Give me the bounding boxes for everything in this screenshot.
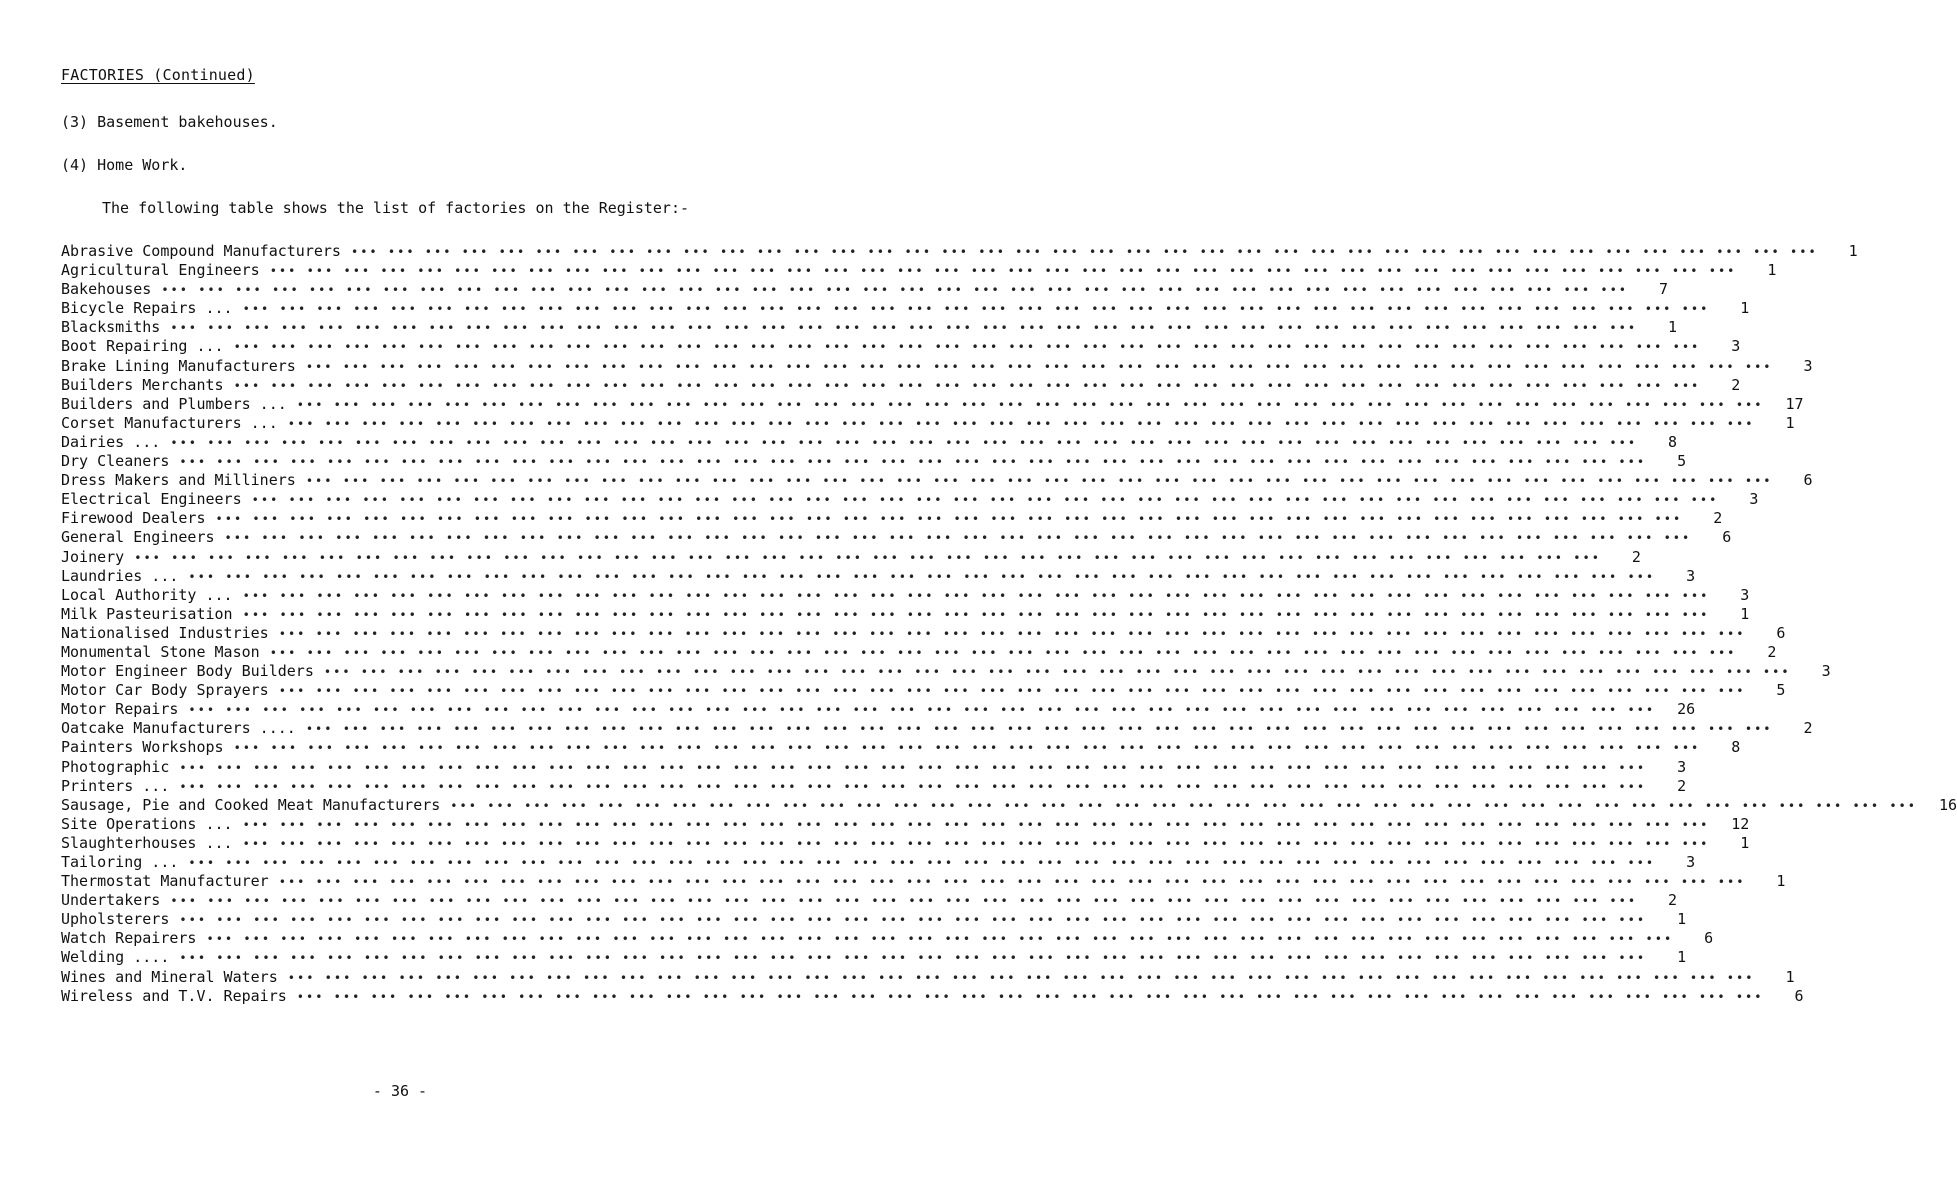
dot-leader: ••• ••• ••• ••• ••• ••• ••• ••• ••• ••• ••• ••• ••• ••• ••• ••• ••• ••• ••• ••• ••• ••• ••• ••• ••• ••• ••• ••• ••• ••• ••• ••• ••• ••• ••• ••• ••• ••• ••• ••• — [242, 607, 1710, 622]
dot-leader: ••• ••• ••• ••• ••• ••• ••• ••• ••• ••• ••• ••• ••• ••• ••• ••• ••• ••• ••• ••• ••• ••• ••• ••• ••• ••• ••• ••• ••• ••• ••• ••• ••• ••• ••• ••• ••• ••• ••• ••• — [179, 951, 1647, 966]
dot-leader: ••• ••• ••• ••• ••• ••• ••• ••• ••• ••• ••• ••• ••• ••• ••• ••• ••• ••• ••• ••• ••• ••• ••• ••• ••• ••• ••• ••• ••• ••• ••• ••• ••• ••• ••• ••• ••• ••• ••• ••• — [350, 245, 1818, 259]
dot-leader: ••• ••• ••• ••• ••• ••• ••• ••• ••• ••• ••• ••• ••• ••• ••• ••• ••• ••• ••• ••• ••• ••• ••• ••• ••• ••• ••• ••• ••• ••• ••• ••• ••• ••• ••• ••• ••• ••• ••• ••• — [450, 798, 1918, 813]
table-row — [61, 394, 1804, 414]
dot-leader: ••• ••• ••• ••• ••• ••• ••• ••• ••• ••• ••• ••• ••• ••• ••• ••• ••• ••• ••• ••• ••• ••• ••• ••• ••• ••• ••• ••• ••• ••• ••• ••• ••• ••• ••• ••• ••• ••• ••• ••• — [188, 703, 1656, 718]
factory-count: 1 — [1848, 242, 1858, 260]
factory-count: 3 — [1740, 585, 1750, 604]
factory-name: Motor Repairs — [61, 700, 179, 719]
table-row — [61, 547, 1641, 567]
section-heading: FACTORIES (Continued) — [61, 66, 255, 84]
factory-name: Monumental Stone Mason — [61, 642, 260, 661]
dot-leader: ••• ••• ••• ••• ••• ••• ••• ••• ••• ••• ••• ••• ••• ••• ••• ••• ••• ••• ••• ••• ••• ••• ••• ••• ••• ••• ••• ••• ••• ••• ••• ••• ••• ••• ••• ••• ••• ••• ••• ••• — [170, 435, 1638, 450]
dot-leader: ••• ••• ••• ••• ••• ••• ••• ••• ••• ••• ••• ••• ••• ••• ••• ••• ••• ••• ••• ••• ••• ••• ••• ••• ••• ••• ••• ••• ••• ••• ••• ••• ••• ••• ••• ••• ••• ••• ••• ••• — [206, 932, 1674, 947]
factory-count: 7 — [1659, 280, 1669, 299]
factory-count: 1 — [1677, 948, 1687, 967]
factory-name: Laundries ... — [61, 566, 179, 585]
dot-leader: ••• ••• ••• ••• ••• ••• ••• ••• ••• ••• ••• ••• ••• ••• ••• ••• ••• ••• ••• ••• ••• ••• ••• ••• ••• ••• ••• ••• ••• ••• ••• ••• ••• ••• ••• ••• ••• ••• ••• ••• — [323, 665, 1791, 680]
factory-count: 2 — [1731, 375, 1741, 394]
factory-name: Firewood Dealers — [61, 509, 206, 528]
table-row — [61, 432, 1678, 452]
table-row — [61, 413, 1795, 433]
factory-count: 1 — [1785, 413, 1795, 432]
dot-leader: ••• ••• ••• ••• ••• ••• ••• ••• ••• ••• ••• ••• ••• ••• ••• ••• ••• ••• ••• ••• ••• ••• ••• ••• ••• ••• ••• ••• ••• ••• ••• ••• ••• ••• ••• ••• ••• ••• ••• ••• — [251, 493, 1719, 508]
factory-count: 8 — [1668, 432, 1678, 451]
dot-leader: ••• ••• ••• ••• ••• ••• ••• ••• ••• ••• ••• ••• ••• ••• ••• ••• ••• ••• ••• ••• ••• ••• ••• ••• ••• ••• ••• ••• ••• ••• ••• ••• ••• ••• ••• ••• ••• ••• ••• ••• — [269, 264, 1737, 279]
table-row — [61, 967, 1795, 987]
factory-name: Sausage, Pie and Cooked Meat Manufacturers — [61, 795, 441, 814]
table-row — [61, 681, 1786, 700]
factory-name: Local Authority ... — [61, 585, 233, 604]
factory-name: Wines and Mineral Waters — [61, 967, 278, 986]
dot-leader: ••• ••• ••• ••• ••• ••• ••• ••• ••• ••• ••• ••• ••• ••• ••• ••• ••• ••• ••• ••• ••• ••• ••• ••• ••• ••• ••• ••• ••• ••• ••• ••• ••• ••• ••• ••• ••• ••• ••• ••• — [278, 875, 1746, 890]
table-row — [61, 509, 1723, 528]
factory-name: Tailoring ... — [61, 853, 179, 871]
dot-leader: ••• ••• ••• ••• ••• ••• ••• ••• ••• ••• ••• ••• ••• ••• ••• ••• ••• ••• ••• ••• ••• ••• ••• ••• ••• ••• ••• ••• ••• ••• ••• ••• ••• ••• ••• ••• ••• ••• ••• ••• — [242, 588, 1710, 603]
dot-leader: ••• ••• ••• ••• ••• ••• ••• ••• ••• ••• ••• ••• ••• ••• ••• ••• ••• ••• ••• ••• ••• ••• ••• ••• ••• ••• ••• ••• ••• ••• ••• ••• ••• ••• ••• ••• ••• ••• ••• ••• — [242, 817, 1710, 832]
table-row — [61, 719, 1813, 738]
factory-name: Welding .... — [61, 948, 170, 967]
factory-count: 2 — [1803, 719, 1813, 738]
dot-leader: ••• ••• ••• ••• ••• ••• ••• ••• ••• ••• ••• ••• ••• ••• ••• ••• ••• ••• ••• ••• ••• ••• ••• ••• ••• ••• ••• ••• ••• ••• ••• ••• ••• ••• ••• ••• ••• ••• ••• ••• — [170, 321, 1638, 336]
table-row — [61, 604, 1750, 624]
factory-count: 17 — [1785, 394, 1804, 413]
factory-count: 2 — [1713, 509, 1723, 528]
table-row — [61, 490, 1759, 509]
dot-leader: ••• ••• ••• ••• ••• ••• ••• ••• ••• ••• ••• ••• ••• ••• ••• ••• ••• ••• ••• ••• ••• ••• ••• ••• ••• ••• ••• ••• ••• ••• ••• ••• ••• ••• ••• ••• ••• ••• ••• ••• — [305, 474, 1773, 489]
table-row — [61, 757, 1687, 777]
factory-name: Printers ... — [61, 776, 170, 795]
factory-count: 3 — [1686, 853, 1696, 871]
factory-name: Site Operations ... — [61, 814, 233, 833]
factory-name: Motor Car Body Sprayers — [61, 681, 269, 700]
dot-leader: ••• ••• ••• ••• ••• ••• ••• ••• ••• ••• ••• ••• ••• ••• ••• ••• ••• ••• ••• ••• ••• ••• ••• ••• ••• ••• ••• ••• ••• ••• ••• ••• ••• ••• ••• ••• ••• ••• ••• ••• — [296, 989, 1764, 1004]
table-row — [61, 776, 1687, 796]
table-row — [61, 986, 1804, 1006]
factory-count: 3 — [1749, 490, 1759, 509]
table-row — [61, 642, 1777, 662]
factory-count: 6 — [1803, 471, 1813, 490]
table-row — [61, 623, 1786, 643]
factory-name: Milk Pasteurisation — [61, 604, 233, 623]
factory-count: 3 — [1731, 337, 1741, 356]
dot-leader: ••• ••• ••• ••• ••• ••• ••• ••• ••• ••• ••• ••• ••• ••• ••• ••• ••• ••• ••• ••• ••• ••• ••• ••• ••• ••• ••• ••• ••• ••• ••• ••• ••• ••• ••• ••• ••• ••• ••• ••• — [287, 970, 1755, 985]
factory-name: Agricultural Engineers — [61, 261, 260, 280]
factory-name: General Engineers — [61, 528, 215, 547]
factory-name: Dairies ... — [61, 432, 161, 451]
dot-leader: ••• ••• ••• ••• ••• ••• ••• ••• ••• ••• ••• ••• ••• ••• ••• ••• ••• ••• ••• ••• ••• ••• ••• ••• ••• ••• ••• ••• ••• ••• ••• ••• ••• ••• ••• ••• ••• ••• ••• ••• — [278, 626, 1746, 641]
factory-name: Electrical Engineers — [61, 490, 242, 509]
dot-leader: ••• ••• ••• ••• ••• ••• ••• ••• ••• ••• ••• ••• ••• ••• ••• ••• ••• ••• ••• ••• ••• ••• ••• ••• ••• ••• ••• ••• ••• ••• ••• ••• ••• ••• ••• ••• ••• ••• ••• ••• — [287, 416, 1755, 431]
table-row — [61, 299, 1750, 318]
item-basement-bakehouses: (3) Basement bakehouses. — [61, 113, 278, 131]
factory-name: Undertakers — [61, 891, 161, 910]
dot-leader: ••• ••• ••• ••• ••• ••• ••• ••• ••• ••• ••• ••• ••• ••• ••• ••• ••• ••• ••• ••• ••• ••• ••• ••• ••• ••• ••• ••• ••• ••• ••• ••• ••• ••• ••• ••• ••• ••• ••• ••• — [305, 722, 1773, 737]
factory-count: 1 — [1668, 318, 1678, 337]
factory-name: Motor Engineer Body Builders — [61, 662, 314, 681]
factory-name: Photographic — [61, 757, 170, 776]
factory-name: Painters Workshops — [61, 738, 224, 757]
table-row — [61, 833, 1750, 853]
factory-count: 3 — [1686, 566, 1696, 585]
dot-leader: ••• ••• ••• ••• ••• ••• ••• ••• ••• ••• ••• ••• ••• ••• ••• ••• ••• ••• ••• ••• ••• ••• ••• ••• ••• ••• ••• ••• ••• ••• ••• ••• ••• ••• ••• ••• ••• ••• ••• ••• — [278, 684, 1746, 699]
table-row — [61, 452, 1687, 471]
table-row — [61, 738, 1741, 757]
dot-leader: ••• ••• ••• ••• ••• ••• ••• ••• ••• ••• ••• ••• ••• ••• ••• ••• ••• ••• ••• ••• ••• ••• ••• ••• ••• ••• ••• ••• ••• ••• ••• ••• ••• ••• ••• ••• ••• ••• ••• ••• — [233, 741, 1701, 756]
factory-name: Thermostat Manufacturer — [61, 872, 269, 891]
factory-name: Builders and Plumbers ... — [61, 394, 287, 413]
table-row — [61, 910, 1687, 929]
table-row — [61, 242, 1858, 261]
dot-leader: ••• ••• ••• ••• ••• ••• ••• ••• ••• ••• ••• ••• ••• ••• ••• ••• ••• ••• ••• ••• ••• ••• ••• ••• ••• ••• ••• ••• ••• ••• ••• ••• ••• ••• ••• ••• ••• ••• ••• ••• — [242, 302, 1710, 317]
factory-count: 6 — [1722, 528, 1732, 547]
table-row — [61, 948, 1687, 967]
table-row — [61, 814, 1750, 834]
factory-count: 2 — [1677, 776, 1687, 795]
table-row — [61, 662, 1831, 681]
factory-name: Bicycle Repairs ... — [61, 299, 233, 318]
table-row — [61, 795, 1957, 815]
factory-name: Dress Makers and Milliners — [61, 471, 296, 490]
factory-count: 2 — [1767, 642, 1777, 661]
table-row — [61, 375, 1741, 395]
table-row — [61, 337, 1741, 356]
factory-count: 12 — [1731, 814, 1750, 833]
factory-count: 3 — [1821, 662, 1831, 681]
factory-name: Abrasive Compound Manufacturers — [61, 242, 341, 260]
factory-count: 6 — [1794, 986, 1804, 1005]
factory-name: Blacksmiths — [61, 318, 161, 337]
table-row — [61, 280, 1669, 299]
table-row — [61, 891, 1678, 910]
page-number: - 36 - — [372, 1082, 428, 1100]
table-row — [61, 872, 1786, 891]
factory-name: Dry Cleaners — [61, 452, 170, 471]
factory-name: Watch Repairers — [61, 929, 197, 948]
table-row — [61, 318, 1678, 337]
factory-count: 1 — [1740, 604, 1750, 623]
dot-leader: ••• ••• ••• ••• ••• ••• ••• ••• ••• ••• ••• ••• ••• ••• ••• ••• ••• ••• ••• ••• ••• ••• ••• ••• ••• ••• ••• ••• ••• ••• ••• ••• ••• ••• ••• ••• ••• ••• ••• ••• — [179, 779, 1647, 794]
dot-leader: ••• ••• ••• ••• ••• ••• ••• ••• ••• ••• ••• ••• ••• ••• ••• ••• ••• ••• ••• ••• ••• ••• ••• ••• ••• ••• ••• ••• ••• ••• ••• ••• ••• ••• ••• ••• ••• ••• ••• ••• — [224, 531, 1692, 546]
dot-leader: ••• ••• ••• ••• ••• ••• ••• ••• ••• ••• ••• ••• ••• ••• ••• ••• ••• ••• ••• ••• ••• ••• ••• ••• ••• ••• ••• ••• ••• ••• ••• ••• ••• ••• ••• ••• ••• ••• ••• ••• — [161, 283, 1629, 298]
factory-name: Slaughterhouses ... — [61, 833, 233, 852]
dot-leader: ••• ••• ••• ••• ••• ••• ••• ••• ••• ••• ••• ••• ••• ••• ••• ••• ••• ••• ••• ••• ••• ••• ••• ••• ••• ••• ••• ••• ••• ••• ••• ••• ••• ••• ••• ••• ••• ••• ••• ••• — [233, 340, 1701, 355]
factory-name: Brake Lining Manufacturers — [61, 356, 296, 375]
factory-count: 26 — [1677, 700, 1696, 719]
factory-count: 2 — [1668, 891, 1678, 910]
table-row — [61, 853, 1696, 872]
table-row — [61, 528, 1732, 547]
factory-count: 5 — [1677, 452, 1687, 471]
factory-name: Builders Merchants — [61, 375, 224, 394]
factory-name: Wireless and T.V. Repairs — [61, 986, 287, 1005]
factory-name: Boot Repairing ... — [61, 337, 224, 356]
factory-count: 6 — [1776, 623, 1786, 642]
dot-leader: ••• ••• ••• ••• ••• ••• ••• ••• ••• ••• ••• ••• ••• ••• ••• ••• ••• ••• ••• ••• ••• ••• ••• ••• ••• ••• ••• ••• ••• ••• ••• ••• ••• ••• ••• ••• ••• ••• ••• ••• — [305, 359, 1773, 374]
table-intro: The following table shows the list of factories on the Register:- — [102, 199, 689, 217]
dot-leader: ••• ••• ••• ••• ••• ••• ••• ••• ••• ••• ••• ••• ••• ••• ••• ••• ••• ••• ••• ••• ••• ••• ••• ••• ••• ••• ••• ••• ••• ••• ••• ••• ••• ••• ••• ••• ••• ••• ••• ••• — [242, 836, 1710, 851]
factory-count: 1 — [1740, 833, 1750, 852]
factory-count: 1 — [1677, 910, 1687, 929]
factory-count: 2 — [1631, 547, 1641, 566]
table-row — [61, 585, 1750, 605]
dot-leader: ••• ••• ••• ••• ••• ••• ••• ••• ••• ••• ••• ••• ••• ••• ••• ••• ••• ••• ••• ••• ••• ••• ••• ••• ••• ••• ••• ••• ••• ••• ••• ••• ••• ••• ••• ••• ••• ••• ••• ••• — [179, 760, 1647, 775]
table-row — [61, 356, 1813, 376]
dot-leader: ••• ••• ••• ••• ••• ••• ••• ••• ••• ••• ••• ••• ••• ••• ••• ••• ••• ••• ••• ••• ••• ••• ••• ••• ••• ••• ••• ••• ••• ••• ••• ••• ••• ••• ••• ••• ••• ••• ••• ••• — [269, 645, 1737, 660]
dot-leader: ••• ••• ••• ••• ••• ••• ••• ••• ••• ••• ••• ••• ••• ••• ••• ••• ••• ••• ••• ••• ••• ••• ••• ••• ••• ••• ••• ••• ••• ••• ••• ••• ••• ••• ••• ••• ••• ••• ••• ••• — [134, 550, 1601, 565]
dot-leader: ••• ••• ••• ••• ••• ••• ••• ••• ••• ••• ••• ••• ••• ••• ••• ••• ••• ••• ••• ••• ••• ••• ••• ••• ••• ••• ••• ••• ••• ••• ••• ••• ••• ••• ••• ••• ••• ••• ••• ••• — [296, 397, 1764, 412]
dot-leader: ••• ••• ••• ••• ••• ••• ••• ••• ••• ••• ••• ••• ••• ••• ••• ••• ••• ••• ••• ••• ••• ••• ••• ••• ••• ••• ••• ••• ••• ••• ••• ••• ••• ••• ••• ••• ••• ••• ••• ••• — [215, 512, 1683, 527]
factory-name: Corset Manufacturers ... — [61, 413, 278, 432]
factory-count: 1 — [1785, 967, 1795, 986]
table-row — [61, 566, 1696, 586]
dot-leader: ••• ••• ••• ••• ••• ••• ••• ••• ••• ••• ••• ••• ••• ••• ••• ••• ••• ••• ••• ••• ••• ••• ••• ••• ••• ••• ••• ••• ••• ••• ••• ••• ••• ••• ••• ••• ••• ••• ••• ••• — [179, 455, 1647, 470]
factory-name: Upholsterers — [61, 910, 170, 929]
factory-name: Bakehouses — [61, 280, 152, 299]
factory-name: Nationalised Industries — [61, 623, 269, 642]
table-row — [61, 471, 1813, 490]
factory-count: 3 — [1677, 757, 1687, 776]
factory-count: 3 — [1803, 356, 1813, 375]
factory-count: 1 — [1740, 299, 1750, 318]
factory-name: Joinery — [61, 547, 125, 566]
item-home-work: (4) Home Work. — [61, 156, 188, 174]
table-row — [61, 929, 1714, 948]
factory-name: Oatcake Manufacturers .... — [61, 719, 296, 738]
dot-leader: ••• ••• ••• ••• ••• ••• ••• ••• ••• ••• ••• ••• ••• ••• ••• ••• ••• ••• ••• ••• ••• ••• ••• ••• ••• ••• ••• ••• ••• ••• ••• ••• ••• ••• ••• ••• ••• ••• ••• ••• — [188, 569, 1656, 584]
dot-leader: ••• ••• ••• ••• ••• ••• ••• ••• ••• ••• ••• ••• ••• ••• ••• ••• ••• ••• ••• ••• ••• ••• ••• ••• ••• ••• ••• ••• ••• ••• ••• ••• ••• ••• ••• ••• ••• ••• ••• ••• — [188, 856, 1656, 870]
dot-leader: ••• ••• ••• ••• ••• ••• ••• ••• ••• ••• ••• ••• ••• ••• ••• ••• ••• ••• ••• ••• ••• ••• ••• ••• ••• ••• ••• ••• ••• ••• ••• ••• ••• ••• ••• ••• ••• ••• ••• ••• — [170, 894, 1638, 909]
factory-count: 16 — [1938, 795, 1957, 814]
dot-leader: ••• ••• ••• ••• ••• ••• ••• ••• ••• ••• ••• ••• ••• ••• ••• ••• ••• ••• ••• ••• ••• ••• ••• ••• ••• ••• ••• ••• ••• ••• ••• ••• ••• ••• ••• ••• ••• ••• ••• ••• — [179, 913, 1647, 928]
factory-count: 6 — [1704, 929, 1714, 948]
factory-count: 1 — [1767, 261, 1777, 280]
factory-count: 1 — [1776, 872, 1786, 891]
table-row — [61, 700, 1696, 719]
factory-register-table — [61, 242, 1957, 1006]
factory-count: 5 — [1776, 681, 1786, 700]
factory-count: 8 — [1731, 738, 1741, 757]
dot-leader: ••• ••• ••• ••• ••• ••• ••• ••• ••• ••• ••• ••• ••• ••• ••• ••• ••• ••• ••• ••• ••• ••• ••• ••• ••• ••• ••• ••• ••• ••• ••• ••• ••• ••• ••• ••• ••• ••• ••• ••• — [233, 378, 1701, 393]
table-row — [61, 261, 1777, 280]
